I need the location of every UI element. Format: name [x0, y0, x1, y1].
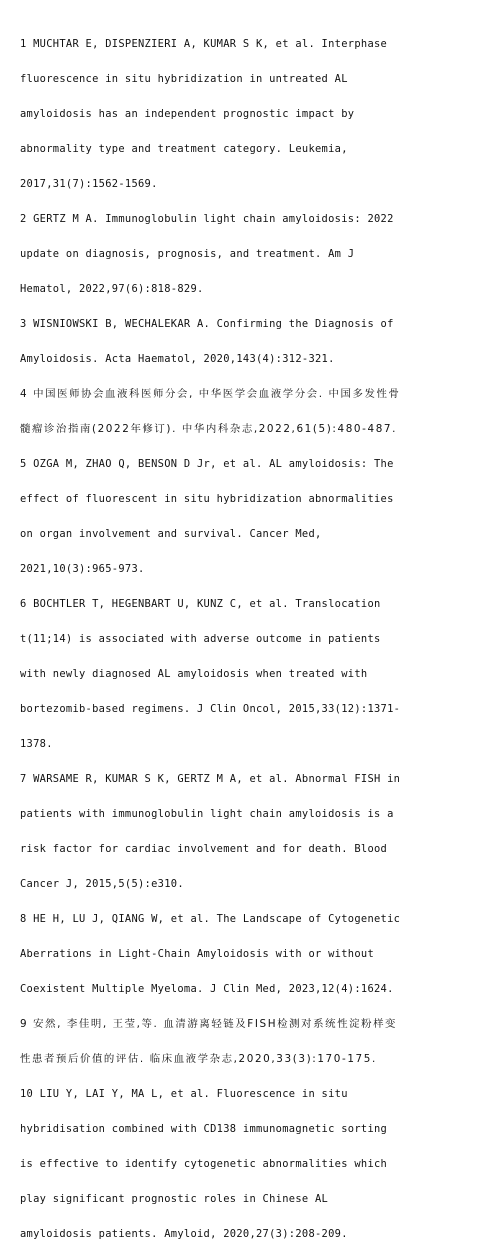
reference-text-line: play significant prognostic roles in Chinese AL [20, 1193, 329, 1205]
reference-text-line: with newly diagnosed AL amyloidosis when treated with [20, 668, 368, 680]
reference-text-line: Cancer J, 2015,5(5):e310. [20, 878, 184, 890]
reference-text-line: amyloidosis has an independent prognostic impact by [20, 108, 355, 120]
reference-text-line: 10 LIU Y, LAI Y, MA L, et al. Fluorescence in situ [20, 1088, 348, 1100]
reference-text-line: 8 HE H, LU J, QIANG W, et al. The Landscape of Cytogenetic [20, 913, 401, 925]
reference-text-line: 2 GERTZ M A. Immunoglobulin light chain amyloidosis: 2022 [20, 213, 394, 225]
reference-text-line: 7 WARSAME R, KUMAR S K, GERTZ M A, et al. Abnormal FISH in [20, 773, 401, 785]
reference-text-line: 4 中国医师协会血液科医师分会, 中华医学会血液学分会. 中国多发性骨 [20, 388, 401, 400]
reference-text-line: t(11;14) is associated with adverse outcome in patients [20, 633, 381, 645]
reference-text-line: hybridisation combined with CD138 immunomagnetic sorting [20, 1123, 388, 1135]
reference-text-line: effect of fluorescent in situ hybridization abnormalities [20, 493, 394, 505]
reference-text-line: update on diagnosis, prognosis, and treatment. Am J [20, 248, 355, 260]
reference-text-line: amyloidosis patients. Amyloid, 2020,27(3):208-209. [20, 1228, 348, 1240]
reference-text-line: 2017,31(7):1562-1569. [20, 178, 158, 190]
reference-text-line: 5 OZGA M, ZHAO Q, BENSON D Jr, et al. AL amyloidosis: The [20, 458, 394, 470]
reference-text-line: 性患者预后价值的评估. 临床血液学杂志,2020,33(3):170-175. [20, 1053, 377, 1065]
reference-text-line: on organ involvement and survival. Cancer Med, [20, 528, 322, 540]
reference-text-line: abnormality type and treatment category. Leukemia, [20, 143, 348, 155]
reference-text-line: bortezomib-based regimens. J Clin Oncol, 2015,33(12):1371- [20, 703, 401, 715]
reference-text-line: 3 WISNIOWSKI B, WECHALEKAR A. Confirming the Diagnosis of [20, 318, 394, 330]
reference-text-line: risk factor for cardiac involvement and for death. Blood [20, 843, 388, 855]
reference-text-line: fluorescence in situ hybridization in untreated AL [20, 73, 348, 85]
reference-text-line: 6 BOCHTLER T, HEGENBART U, KUNZ C, et al. Translocation [20, 598, 381, 610]
reference-list [20, 27, 465, 1252]
reference-text-line: patients with immunoglobulin light chain amyloidosis is a [20, 808, 394, 820]
reference-text-line: Aberrations in Light-Chain Amyloidosis with or without [20, 948, 375, 960]
reference-text-line: Coexistent Multiple Myeloma. J Clin Med, 2023,12(4):1624. [20, 983, 394, 995]
reference-text-line: 髓瘤诊治指南(2022年修订). 中华内科杂志,2022,61(5):480-487. [20, 423, 398, 435]
reference-text-line: 2021,10(3):965-973. [20, 563, 145, 575]
reference-text-line: is effective to identify cytogenetic abnormalities which [20, 1158, 388, 1170]
reference-text-line: 1378. [20, 738, 53, 750]
reference-text-line: 9 安然, 李佳明, 王莹,等. 血清游离轻链及FISH检测对系统性淀粉样变 [20, 1018, 398, 1030]
reference-text-line: Amyloidosis. Acta Haematol, 2020,143(4):312-321. [20, 353, 335, 365]
reference-text-line: Hematol, 2022,97(6):818-829. [20, 283, 204, 295]
reference-text-line: 1 MUCHTAR E, DISPENZIERI A, KUMAR S K, et al. Interphase [20, 38, 388, 50]
